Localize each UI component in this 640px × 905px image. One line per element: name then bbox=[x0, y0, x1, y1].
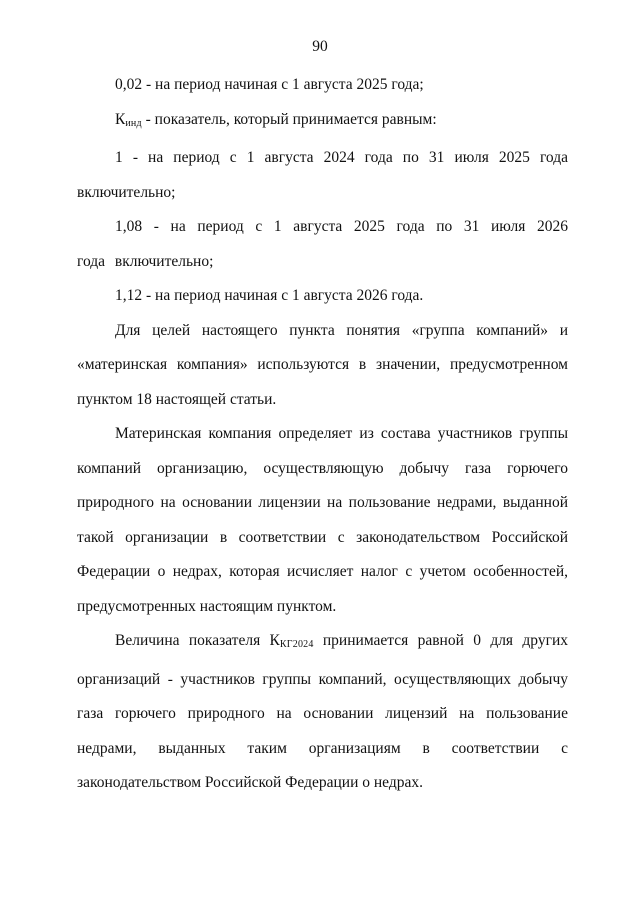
paragraph-k-ind-definition bbox=[77, 103, 568, 142]
k-kg2024-lead-text: Величина показателя bbox=[115, 632, 270, 649]
paragraph-parent-company: Материнская компания определяет из состава участников группы компаний организацию, осуществляющую добычу газа горючего природного на основании лицензии на пользование недрами, выданной такой организации в соответствии с законодательством Российской Федерации о недрах, которая исчисляет налог с учетом особенностей, предусмотренных настоящим пунктом. bbox=[77, 425, 568, 615]
k-symbol: К bbox=[115, 110, 126, 128]
paragraph-k-ind-value-1: 1 - на период с 1 августа 2024 года по 31 июля 2025 года включительно; bbox=[77, 149, 568, 201]
document-body bbox=[77, 68, 568, 801]
paragraph-k-ind-value-1-08: 1,08 - на период с 1 августа 2025 года по 31 июля 2026 года включительно; bbox=[77, 218, 568, 270]
paragraph-k-ind-value-1-12: 1,12 - на период начиная с 1 августа 2026 года. bbox=[115, 287, 424, 304]
k-ind-subscript: инд bbox=[125, 117, 142, 129]
paragraph-rate-0-02: 0,02 - на период начиная с 1 августа 2025 года; bbox=[115, 76, 424, 93]
page-number: 90 bbox=[312, 38, 328, 55]
paragraph-k-kg2024 bbox=[77, 624, 568, 801]
paragraph-group-definitions: Для целей настоящего пункта понятия «группа компаний» и «материнская компания» используются в значении, предусмотренном пунктом 18 настоящей статьи. bbox=[77, 321, 568, 408]
k-symbol-kg: К bbox=[269, 632, 280, 649]
k-kg2024-subscript: КГ2024 bbox=[279, 639, 314, 650]
k-kg2024-text: принимается равной 0 для других организаций - участников группы компаний, осуществляющих добычу газа горючего природного на основании лицензий на пользование недрами, выданных таким организациям в соответствии с законодательством Российской Федерации о недрах. bbox=[77, 632, 568, 791]
k-ind-definition-text: - показатель, который принимается равным: bbox=[141, 110, 437, 128]
